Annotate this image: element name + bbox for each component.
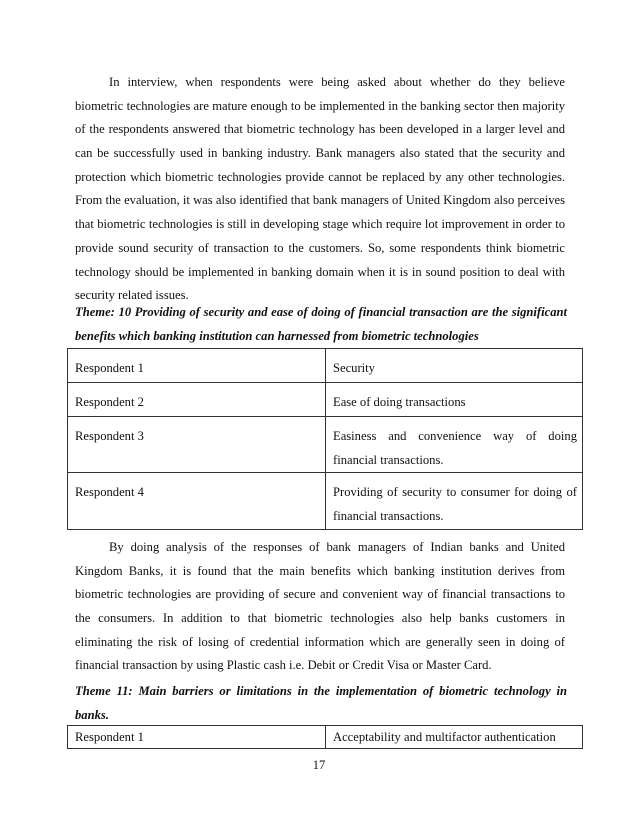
answer-cell [326, 349, 583, 383]
cell-text: Security [333, 361, 375, 375]
text-line: provide sound security of transaction to the customers. So, some respondents think biometric [75, 240, 565, 255]
text-line: technology should be implemented in banking domain when it is in sound position to deal with [75, 264, 565, 279]
text-line: eliminating the risk of losing of credential information which are generally seen in doing of [75, 634, 565, 649]
table-row [68, 349, 583, 383]
cell-text: Easiness and convenience way of doing [333, 429, 577, 443]
respondent-cell [68, 726, 326, 749]
paragraph-interview-findings [75, 71, 565, 308]
text-line: biometric technologies are mature enough to be implemented in the banking sector then majority [75, 98, 565, 113]
answer-cell [326, 473, 583, 529]
text-line: financial transaction by using Plastic cash i.e. Debit or Credit Visa or Master Card. [75, 658, 492, 673]
theme-10-heading [75, 301, 567, 348]
heading-line: Theme: 10 Providing of security and ease of doing of financial transaction are the significant [75, 305, 567, 319]
table-row [68, 473, 583, 529]
theme-11-table [67, 725, 583, 749]
heading-line: Theme 11: Main barriers or limitations in the implementation of biometric technology in [75, 684, 567, 698]
theme-11-heading [75, 680, 567, 727]
cell-text: Respondent 3 [75, 429, 144, 443]
table-row [68, 726, 583, 749]
cell-text: Respondent 1 [75, 730, 144, 744]
cell-text: Respondent 2 [75, 395, 144, 409]
paragraph-analysis [75, 536, 565, 678]
text-line: security related issues. [75, 288, 189, 303]
text-line: biometric technologies are providing of secure and convenient way of financial transactions to [75, 587, 565, 602]
cell-text: Respondent 1 [75, 361, 144, 375]
text-line: the consumers. In addition to that biometric technologies also help banks customers in [75, 611, 565, 626]
heading-line: benefits which banking institution can harnessed from biometric technologies [75, 328, 479, 343]
answer-cell [326, 383, 583, 417]
text-line: of the respondents answered that biometric technology has been developed in a larger level and [75, 122, 565, 137]
respondent-cell [68, 417, 326, 473]
cell-text: Ease of doing transactions [333, 395, 466, 409]
table-row [68, 417, 583, 473]
respondent-cell [68, 383, 326, 417]
answer-cell [326, 726, 583, 749]
heading-line: banks. [75, 707, 109, 722]
text-line: In interview, when respondents were being asked about whether do they believe [109, 75, 565, 89]
cell-text: financial transactions. [333, 452, 444, 467]
text-line: Kingdom Banks, it is found that the main benefits which banking institution derives from [75, 563, 565, 578]
respondent-cell [68, 349, 326, 383]
text-line: protection which biometric technologies provide cannot be replaced by any other technologies. [75, 169, 565, 184]
answer-cell [326, 417, 583, 473]
cell-text: Acceptability and multifactor authentication [333, 730, 556, 744]
table-row [68, 383, 583, 417]
respondent-cell [68, 473, 326, 529]
text-line: that biometric technologies is still in developing stage which require lot improvement in order to [75, 217, 565, 232]
page-number: 17 [312, 758, 326, 772]
cell-text: financial transactions. [333, 509, 444, 524]
text-line: can be successfully used in banking industry. Bank managers also stated that the security and [75, 146, 565, 161]
cell-text: Respondent 4 [75, 485, 144, 500]
text-line: From the evaluation, it was also identified that bank managers of United Kingdom also perceives [75, 193, 565, 208]
cell-text: Providing of security to consumer for doing of [333, 485, 577, 500]
text-line: By doing analysis of the responses of bank managers of Indian banks and United [109, 540, 565, 554]
theme-10-table [67, 348, 583, 530]
